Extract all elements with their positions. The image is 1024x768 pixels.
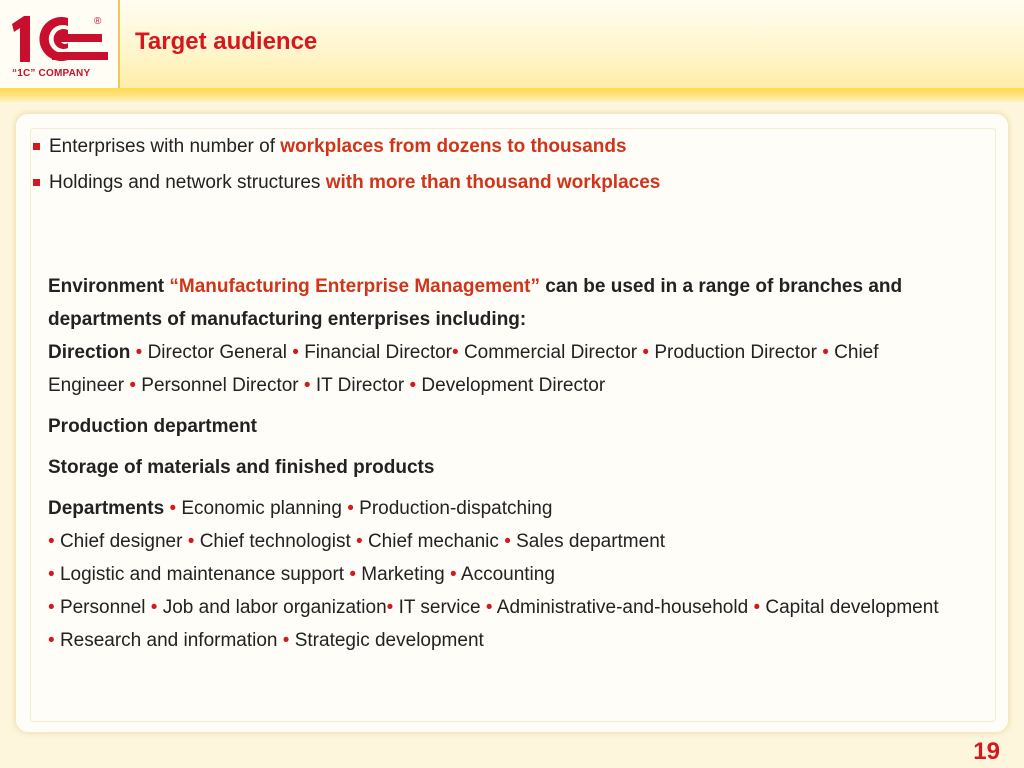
storage-section: Storage of materials and finished products	[48, 457, 435, 478]
intro-lead: Environment	[48, 276, 170, 297]
bullet-list	[33, 133, 673, 205]
department-item: Strategic development	[294, 630, 484, 651]
square-bullet-icon	[33, 143, 40, 150]
department-item: Logistic and maintenance support	[59, 564, 345, 585]
department-item: Chief designer	[59, 531, 183, 552]
department-item: Personnel	[59, 597, 146, 618]
direction-item: Development Director	[421, 375, 606, 396]
department-item: Capital development	[765, 597, 939, 618]
department-item: Economic planning	[181, 498, 342, 519]
production-department: Production department	[48, 416, 258, 437]
direction-item: Financial Director	[304, 342, 453, 363]
departments-paragraph: Departments • Economic planning • Production-dispatching • Chief designer • Chief technologist • Chief mechanic • Sales department • Logistic and maintenance support • Marketing • Accounting • Personnel • Job and labor organization• IT service • Administrative-and-household • Capital development • Research and information • Strategic development	[48, 498, 939, 651]
registered-mark: ®	[94, 16, 102, 27]
bullet-text: Enterprises with number of	[49, 136, 281, 157]
direction-item: Commercial Director	[463, 342, 638, 363]
logo-1c-icon	[8, 12, 110, 66]
department-item: Administrative-and-household	[496, 597, 749, 618]
intro-rest: can be used in a range of branches and departments of manufacturing enterprises including:	[48, 276, 903, 330]
department-item: Accounting	[460, 564, 555, 585]
direction-item: Production Director	[654, 342, 817, 363]
square-bullet-icon	[33, 179, 40, 186]
department-item: Chief technologist	[199, 531, 351, 552]
bullet-highlight: workplaces from dozens to thousands	[280, 136, 627, 157]
direction-paragraph: Direction • Director General • Financial Director• Commercial Director • Production Director • Chief Engineer • Personnel Director • IT Director • Development Director	[48, 342, 879, 396]
department-item: Production-dispatching	[359, 498, 553, 519]
page-number: 19	[973, 738, 1000, 765]
department-item: IT service	[398, 597, 481, 618]
bullet-item	[33, 169, 673, 196]
department-item: Research and information	[59, 630, 278, 651]
body-text	[48, 270, 948, 657]
department-item: Marketing	[361, 564, 445, 585]
direction-item: IT Director	[315, 375, 405, 396]
environment-name: “Manufacturing Enterprise Management”	[169, 276, 540, 297]
header-stripe	[0, 88, 1024, 102]
department-item: Sales department	[516, 531, 666, 552]
bullet-text: Holdings and network structures	[49, 172, 326, 193]
direction-item: Personnel Director	[141, 375, 299, 396]
logo-divider	[118, 0, 120, 88]
departments-label: Departments	[48, 498, 165, 519]
bullet-item	[33, 133, 673, 160]
logo-caption: “1C” COMPANY	[12, 68, 91, 79]
department-item: Job and labor organization	[162, 597, 387, 618]
bullet-highlight: with more than thousand workplaces	[325, 172, 661, 193]
department-item: Chief mechanic	[367, 531, 499, 552]
company-logo	[0, 0, 118, 88]
page-title: Target audience	[135, 28, 318, 55]
direction-label: Direction	[48, 342, 131, 363]
direction-item: Chief Engineer	[48, 342, 879, 396]
intro-paragraph	[48, 270, 948, 336]
direction-item: Director General	[147, 342, 287, 363]
